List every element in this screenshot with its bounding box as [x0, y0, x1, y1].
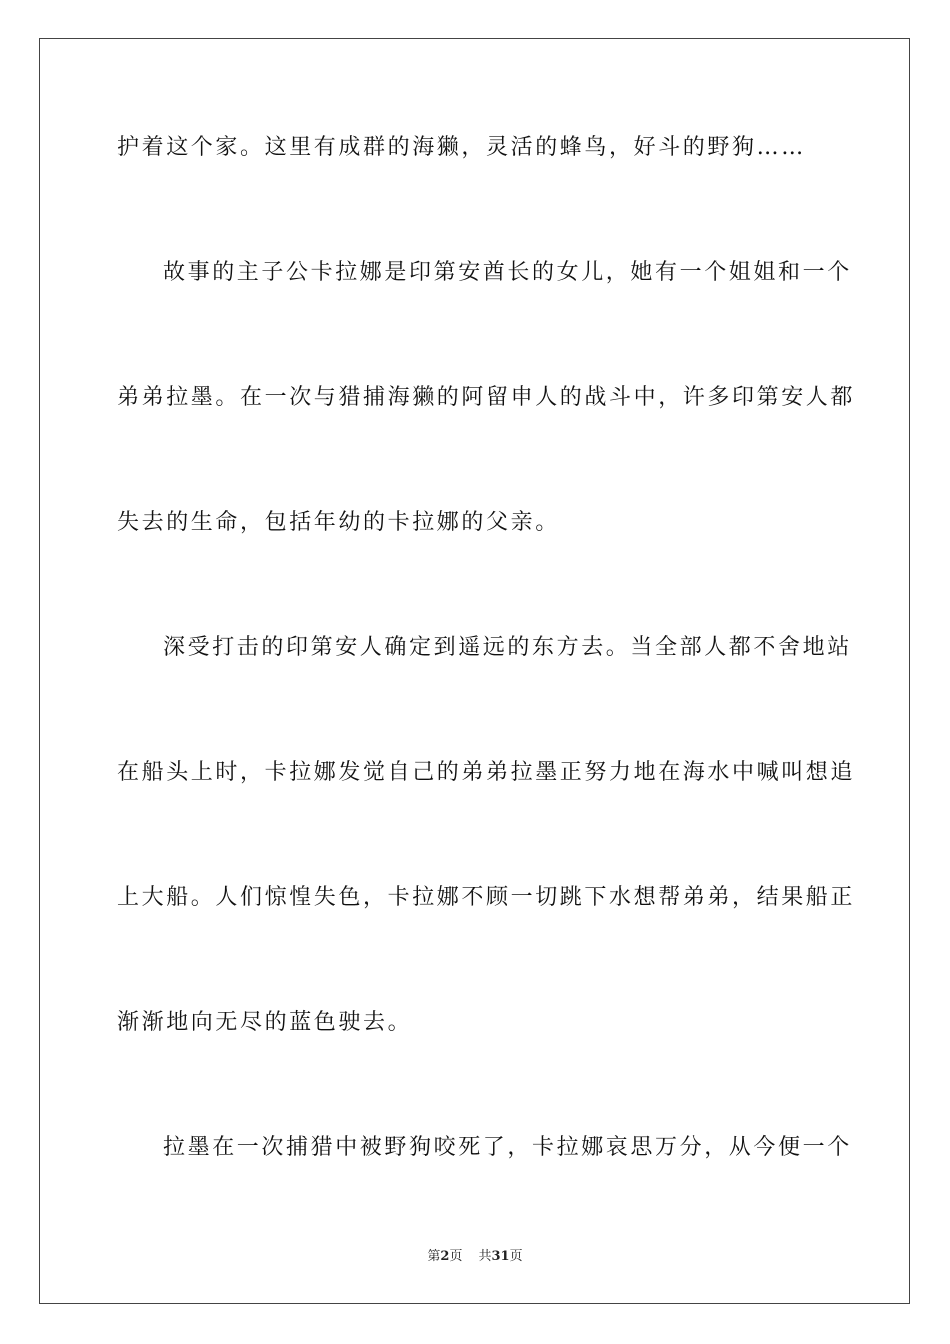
- page-frame: [39, 38, 910, 1304]
- text-line-5: 深受打击的印第安人确定到遥远的东方去。当全部人都不舍地站: [163, 635, 852, 660]
- page-number: 2: [440, 1249, 450, 1264]
- text-line-2: 故事的主子公卡拉娜是印第安酋长的女儿，她有一个姐姐和一个: [163, 260, 852, 285]
- text-line-8: 渐渐地向无尽的蓝色驶去。: [117, 1010, 413, 1035]
- page-suffix: 页: [449, 1249, 463, 1264]
- text-line-7: 上大船。人们惊惶失色，卡拉娜不顾一切跳下水想帮弟弟，结果船正: [117, 885, 856, 910]
- text-line-3: 弟弟拉墨。在一次与猎捕海獭的阿留申人的战斗中，许多印第安人都: [117, 385, 856, 410]
- text-line-9: 拉墨在一次捕猎中被野狗咬死了，卡拉娜哀思万分，从今便一个: [163, 1135, 852, 1160]
- total-prefix: 共: [478, 1249, 492, 1264]
- text-line-4: 失去的生命，包括年幼的卡拉娜的父亲。: [117, 510, 560, 535]
- total-suffix: 页: [509, 1249, 523, 1264]
- page-prefix: 第: [427, 1249, 441, 1264]
- total-pages: 31: [491, 1249, 510, 1264]
- page-footer: [0, 1248, 950, 1266]
- text-line-6: 在船头上时，卡拉娜发觉自己的弟弟拉墨正努力地在海水中喊叫想追: [117, 760, 856, 785]
- text-line-1: 护着这个家。这里有成群的海獭，灵活的蜂鸟，好斗的野狗……: [117, 135, 806, 160]
